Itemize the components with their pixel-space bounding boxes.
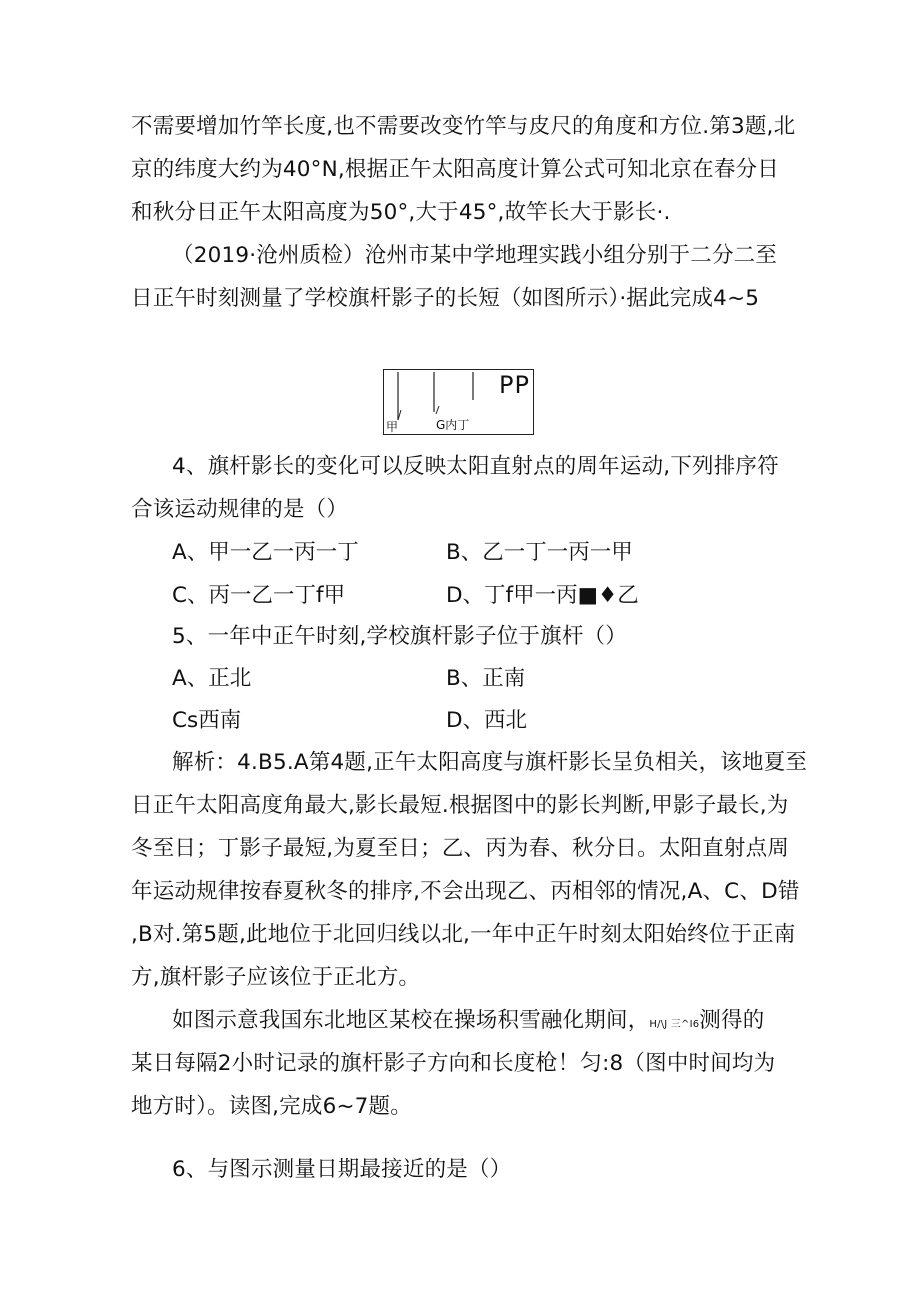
figure-label-pp: PP [499,371,530,399]
question-intro-line: （2019·沧州质检）沧州市某中学地理实践小组分别于二分二至 [172,243,778,268]
question-4-option-b: B、乙一丁一丙一甲 [446,540,633,565]
handwritten-text: 枪！匀 [535,1051,603,1076]
question-intro-line [172,1006,764,1040]
intro-text: 某日每隔2小时记录的旗杆影子方向和长度 [131,1051,536,1076]
question-intro-line: 日正午时刻测量了学校旗杆影子的长短（如图所示）·据此完成4~5 [131,286,760,311]
question-4-stem: 合该运动规律的是（） [131,497,349,522]
intro-text: :8（图中时间均为 [602,1051,776,1076]
question-5-option-b: B、正南 [446,666,526,691]
question-intro-line: 地方时）。读图,完成6~7题。 [131,1094,412,1119]
question-4-option-d: D、丁f甲一丙■♦乙 [446,583,639,608]
question-5-option-a: A、正北 [172,666,252,691]
question-6-stem: 6、与图示测量日期最接近的是（） [172,1157,512,1182]
question-4-option-a: A、甲一乙一丙一丁 [172,540,359,565]
analysis-line: 冬至日；丁影子最短,为夏至日；乙、丙为春、秋分日。太阳直射点周 [131,836,790,861]
paragraph-line: 不需要增加竹竿长度,也不需要改变竹竿与皮尺的角度和方位.第3题,北 [131,114,796,139]
analysis-line: 年运动规律按春夏秋冬的排序,不会出现乙、丙相邻的情况,A、C、D错 [131,879,800,904]
question-5-option-c: Cs西南 [172,708,242,733]
question-4-stem: 4、旗杆影长的变化可以反映太阳直射点的周年运动,下列排序符 [172,454,779,479]
paragraph-line: 京的纬度大约为40°N,根据正午太阳高度计算公式可知北京在春分日 [131,157,779,182]
paragraph-line: 和秋分日正午太阳高度为50°,大于45°,故竿长大于影长·. [131,200,671,225]
question-5-stem: 5、一年中正午时刻,学校旗杆影子位于旗杆（） [172,624,627,649]
analysis-line: ,B对.第5题,此地位于北回归线以北,一年中正午时刻太阳始终位于正南 [131,922,796,947]
intro-text: 如图示意我国东北地区某校在操场积雪融化期间， [172,1008,650,1033]
garbled-text: H/\J 三^I6 [649,1019,700,1030]
question-4-option-c: C、丙一乙一丁f甲 [172,583,346,608]
analysis-line: 解析：4.B5.A第4题,正午太阳高度与旗杆影长呈负相关，该地夏至 [172,750,808,775]
analysis-line: 日正午太阳高度角最大,影长最短.根据图中的影长判断,甲影子最长,为 [131,793,789,818]
intro-text: 测得的 [699,1008,765,1033]
figure-label-jia: 甲 [386,420,399,434]
flagpole-shadow-figure [383,369,534,435]
figure-label-mid: G内丁 [436,418,470,432]
analysis-line: 方,旗杆影子应该位于正北方。 [131,965,421,990]
question-5-option-d: D、西北 [446,708,528,733]
question-intro-line [131,1049,775,1079]
